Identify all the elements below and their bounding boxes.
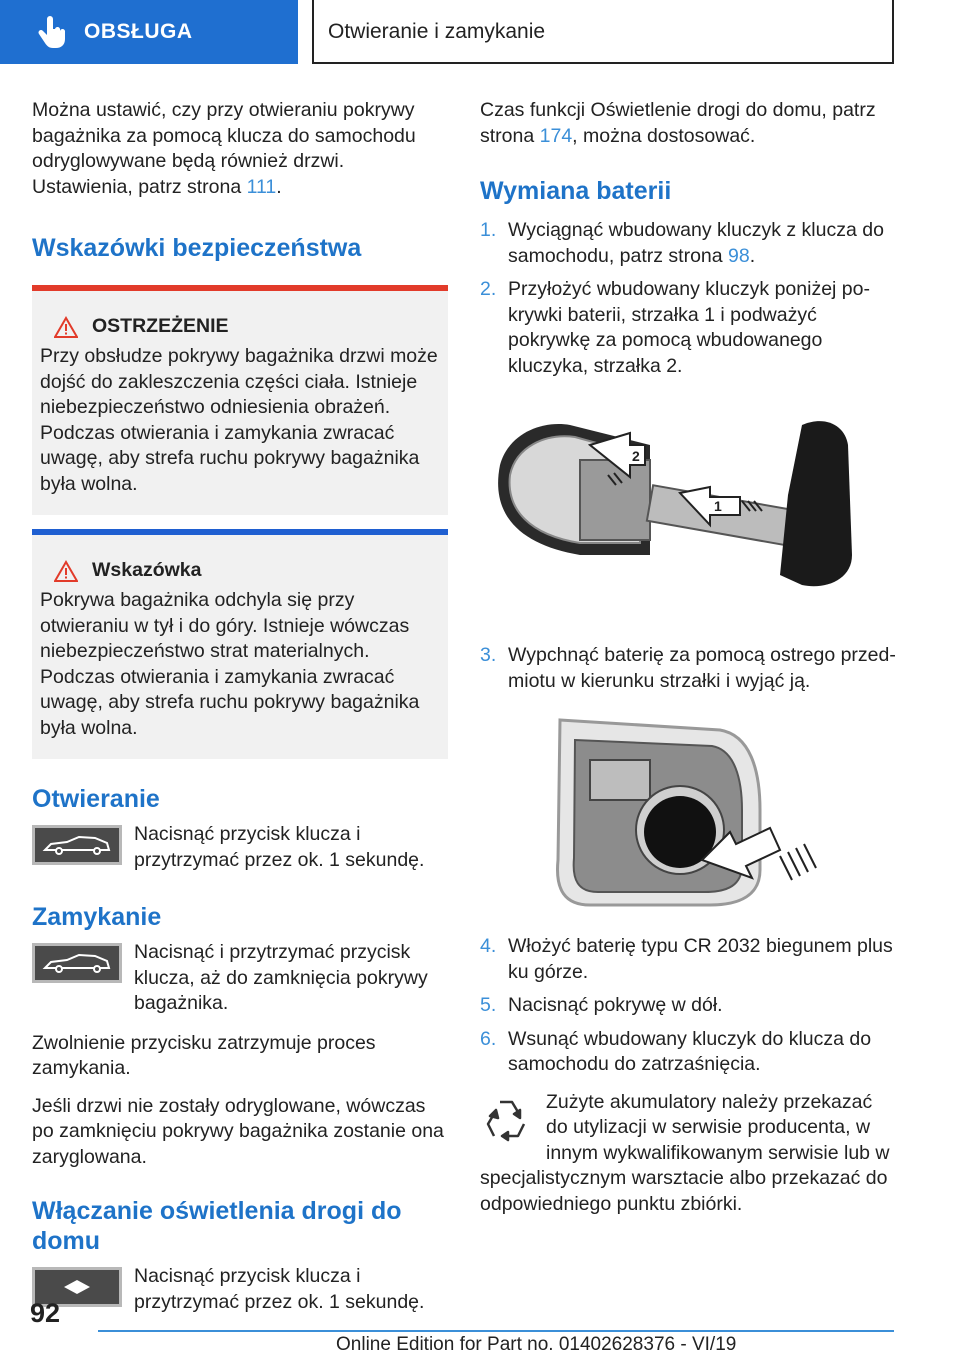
warning-text: Przy obsłudze pokrywy bagażnika drzwi może dojść do zakleszczenia części ciała. Istnieje niebezpieczeństwo odniesienia obrażeń. Podczas otwierania i zamykania zwracać uwagę, aby strefa ruchu pokrywy bagażnika była wolna. bbox=[40, 345, 438, 495]
left-column bbox=[32, 98, 448, 1315]
key-fob-blade-figure bbox=[480, 405, 880, 615]
caution-triangle-icon bbox=[54, 560, 78, 582]
recycle-text: Zużyte akumulatory należy przekazać do utylizacji w serwisie producenta, w innym wykwalifikowanym serwisie lub w specjalistycznym warsztacie albo przekazać do odpowiedniego punktu zbiórki. bbox=[480, 1090, 890, 1215]
chapter-header bbox=[312, 0, 894, 64]
note-title: Wskazówka bbox=[92, 559, 202, 581]
page-link-98[interactable]: 98 bbox=[728, 244, 750, 267]
step-2: 2. Przyłożyć wbudowany kluczyk poniżej pokrywki baterii, strzałka 1 i podważyć pokrywkę za pomocą wbudowanego kluczyka, strzałka 2. bbox=[480, 278, 870, 377]
close-heading: Zamykanie bbox=[32, 903, 162, 931]
battery-steps bbox=[480, 218, 896, 379]
section-label: OBSŁUGA bbox=[84, 20, 193, 43]
note-header bbox=[40, 559, 438, 582]
step-5: 5. Nacisnąć pokrywę w dół. bbox=[480, 994, 723, 1016]
light-heading: Włączanie oświetlenia drogi do domu bbox=[32, 1197, 402, 1255]
trunk-key-button-icon bbox=[32, 943, 122, 983]
edition-text: Online Edition for Part no. 01402628376 - VI/19 bbox=[336, 1334, 737, 1355]
light-text: Nacisnąć przycisk klucza i przytrzymać przez ok. 1 sekundę. bbox=[134, 1265, 425, 1313]
warning-triangle-icon bbox=[54, 316, 78, 338]
note-text: Pokrywa bagażnika odchyla się przy otwieraniu w tył i do góry. Istnieje wówczas niebezpieczeństwo strat materialnych. Podczas otwierania i zamykania zwracać uwagę, aby strefa ruchu pokrywy bagażnika była wolna. bbox=[40, 589, 420, 739]
page-link-111[interactable]: 111 bbox=[246, 175, 277, 198]
open-heading: Otwieranie bbox=[32, 785, 160, 813]
open-instruction bbox=[32, 822, 448, 873]
warning-header bbox=[40, 315, 438, 338]
chapter-title: Otwieranie i zamykanie bbox=[328, 20, 546, 43]
unlocked-paragraph: Jeśli drzwi nie zostały odryglowane, wówczas po zamknięciu pokrywy bagażnika zostanie ona zaryglowana. bbox=[32, 1094, 444, 1168]
battery-heading: Wymiana baterii bbox=[480, 177, 672, 205]
page-link-174[interactable]: 174 bbox=[539, 124, 573, 147]
page-number: 92 bbox=[30, 1298, 61, 1328]
safety-heading: Wskazówki bezpieczeństwa bbox=[32, 234, 362, 262]
footer-divider bbox=[98, 1330, 894, 1332]
step-6: 6. Wsunąć wbudowany kluczyk do klucza do samochodu do zatrzaśnięcia. bbox=[480, 1027, 872, 1075]
intro-paragraph: Można ustawić, czy przy otwieraniu pokrywy bagażnika za pomocą klucza do samochodu odryglowywane będą również drzwi. Ustawienia, patrz strona 111. bbox=[32, 99, 416, 198]
hand-pointer-icon bbox=[38, 16, 68, 50]
battery-steps-end bbox=[480, 934, 896, 1078]
section-tab[interactable] bbox=[0, 0, 298, 64]
battery-removal-figure bbox=[480, 710, 880, 910]
close-text: Nacisnąć i przytrzymać przycisk klucza, aż do zamknięcia pokrywy bagażnika. bbox=[134, 941, 428, 1014]
step-4: 4. Włożyć baterię typu CR 2032 biegunem plus ku górze. bbox=[480, 935, 893, 983]
note-box bbox=[32, 529, 448, 759]
right-column bbox=[480, 98, 896, 1217]
release-paragraph: Zwolnienie przycisku zatrzymuje proces zamykania. bbox=[32, 1031, 376, 1079]
recycle-note bbox=[480, 1090, 896, 1218]
battery-steps-cont bbox=[480, 643, 896, 694]
recycle-icon bbox=[480, 1094, 532, 1146]
trunk-key-button-icon bbox=[32, 825, 122, 865]
close-instruction bbox=[32, 940, 448, 1017]
step-1: 1. Wyciągnąć wbudowany kluczyk z klucza do samochodu, patrz strona 98. bbox=[480, 219, 884, 267]
light-instruction bbox=[32, 1264, 448, 1315]
warning-box bbox=[32, 285, 448, 515]
arrow-1-label: 1 bbox=[714, 498, 722, 514]
open-text: Nacisnąć przycisk klucza i przytrzymać przez ok. 1 sekundę. bbox=[134, 823, 425, 871]
warning-title: OSTRZEŻENIE bbox=[92, 315, 229, 337]
step-3: 3. Wypchnąć baterię za pomocą ostrego przedmiotu w kierunku strzałki i wyjąć ją. bbox=[480, 644, 896, 692]
time-paragraph: Czas funkcji Oświetlenie drogi do domu, patrz strona 174, można dostosować. bbox=[480, 99, 876, 147]
arrow-2-label: 2 bbox=[632, 448, 640, 464]
